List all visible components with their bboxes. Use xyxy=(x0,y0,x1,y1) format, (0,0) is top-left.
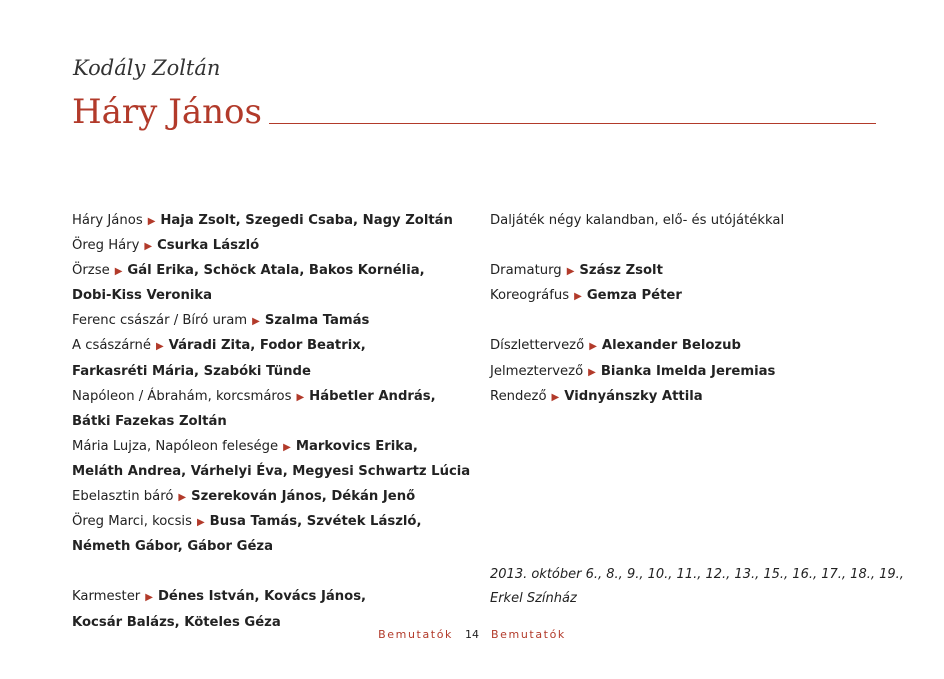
performer-names: Haja Zsolt, Szegedi Csaba, Nagy Zoltán xyxy=(160,213,453,228)
performer-names-continued: Németh Gábor, Gábor Géza xyxy=(72,539,273,555)
crew-name: Vidnyánszky Attila xyxy=(564,388,703,404)
cast-line xyxy=(72,333,482,358)
role-label: Rendező xyxy=(490,388,547,404)
performer-names: Szalma Tamás xyxy=(264,313,370,329)
arrow-icon: ▶ xyxy=(551,391,560,403)
crew-line xyxy=(490,384,910,409)
performer-names-continued: Bátki Fazekas Zoltán xyxy=(72,413,227,429)
arrow-icon: ▶ xyxy=(574,291,582,303)
performer-names: Váradi Zita, Fodor Beatrix, xyxy=(168,338,366,354)
cast-line xyxy=(72,258,482,283)
spacer xyxy=(490,233,910,258)
role-label: Mária Lujza, Napóleon felesége xyxy=(72,438,279,454)
performer-names: Dénes István, Kovács János, xyxy=(157,589,367,605)
cast-line xyxy=(72,208,482,233)
cast-line xyxy=(72,484,482,509)
production-column xyxy=(490,208,910,409)
arrow-icon: ▶ xyxy=(147,216,156,227)
role-label: Díszlettervező xyxy=(490,338,585,354)
page-footer xyxy=(0,628,944,641)
work-subtitle: Daljáték négy kalandban, elő- és utójátékkal xyxy=(490,213,785,228)
performer-names: Markovics Erika, xyxy=(295,438,418,454)
role-label: Ebelasztin báró xyxy=(72,489,174,505)
title-rule xyxy=(269,123,876,124)
role-label: Napóleon / Ábrahám, korcsmáros xyxy=(72,388,292,404)
performer-names: Csurka László xyxy=(157,238,260,254)
conductor-line xyxy=(72,584,482,609)
cast-line xyxy=(72,509,482,534)
performer-names: Busa Tamás, Szvétek László, xyxy=(209,514,422,530)
page-title: Háry János xyxy=(72,92,262,132)
performance-info xyxy=(490,563,904,611)
crew-line xyxy=(490,258,910,283)
performance-venue: Erkel Színház xyxy=(490,591,577,606)
arrow-icon: ▶ xyxy=(144,241,153,253)
cast-line xyxy=(72,434,482,459)
arrow-icon: ▶ xyxy=(196,517,205,529)
role-label: Koreográfus xyxy=(490,288,570,304)
role-label: A császárné xyxy=(72,338,151,354)
arrow-icon: ▶ xyxy=(252,316,260,328)
crew-line xyxy=(490,283,910,308)
crew-name: Gemza Péter xyxy=(586,288,682,304)
arrow-icon: ▶ xyxy=(283,441,291,453)
performer-names-continued: Farkasréti Mária, Szabóki Tünde xyxy=(72,363,311,379)
performer-names: Hábetler András, xyxy=(309,388,436,404)
role-label: Jelmeztervező xyxy=(490,363,584,379)
role-label: Ferenc császár / Bíró uram xyxy=(72,313,248,329)
role-label: Öreg Marci, kocsis xyxy=(72,514,192,530)
performance-dates: 2013. október 6., 8., 9., 10., 11., 12., 13., 15., 16., 17., 18., 19., xyxy=(490,567,904,582)
arrow-icon: ▶ xyxy=(566,266,575,278)
arrow-icon: ▶ xyxy=(114,266,123,278)
page-number: 14 xyxy=(465,628,479,641)
footer-section-label: Bemutatók xyxy=(491,628,566,641)
cast-line xyxy=(72,384,482,409)
role-label: Karmester xyxy=(72,589,141,605)
role-label: Örzse xyxy=(72,263,110,279)
performer-names-continued: Kocsár Balázs, Köteles Géza xyxy=(72,614,281,630)
cast-line xyxy=(72,233,482,258)
arrow-icon: ▶ xyxy=(178,492,187,504)
role-label: Háry János xyxy=(72,213,143,228)
performer-names-continued: Dobi-Kiss Veronika xyxy=(72,288,213,304)
cast-line xyxy=(72,308,482,333)
performer-names: Szerekován János, Dékán Jenő xyxy=(191,489,416,505)
arrow-icon: ▶ xyxy=(589,341,597,353)
arrow-icon: ▶ xyxy=(296,391,305,403)
cast-column xyxy=(72,208,482,635)
performer-names-continued: Meláth Andrea, Várhelyi Éva, Megyesi Schwartz Lúcia xyxy=(72,463,471,479)
crew-name: Alexander Belozub xyxy=(601,338,741,354)
spacer xyxy=(72,559,482,584)
role-label: Öreg Háry xyxy=(72,238,140,254)
title-row xyxy=(72,92,876,134)
arrow-icon: ▶ xyxy=(155,341,164,353)
role-label: Dramaturg xyxy=(490,263,562,279)
composer-name: Kodály Zoltán xyxy=(73,56,221,80)
arrow-icon: ▶ xyxy=(145,592,153,604)
crew-line xyxy=(490,333,910,358)
spacer xyxy=(490,308,910,333)
crew-line xyxy=(490,359,910,384)
footer-section-label: Bemutatók xyxy=(378,628,453,641)
arrow-icon: ▶ xyxy=(588,366,596,378)
crew-name: Szász Zsolt xyxy=(579,263,663,279)
performer-names: Gál Erika, Schöck Atala, Bakos Kornélia, xyxy=(127,263,425,279)
crew-name: Bianka Imelda Jeremias xyxy=(600,363,776,379)
